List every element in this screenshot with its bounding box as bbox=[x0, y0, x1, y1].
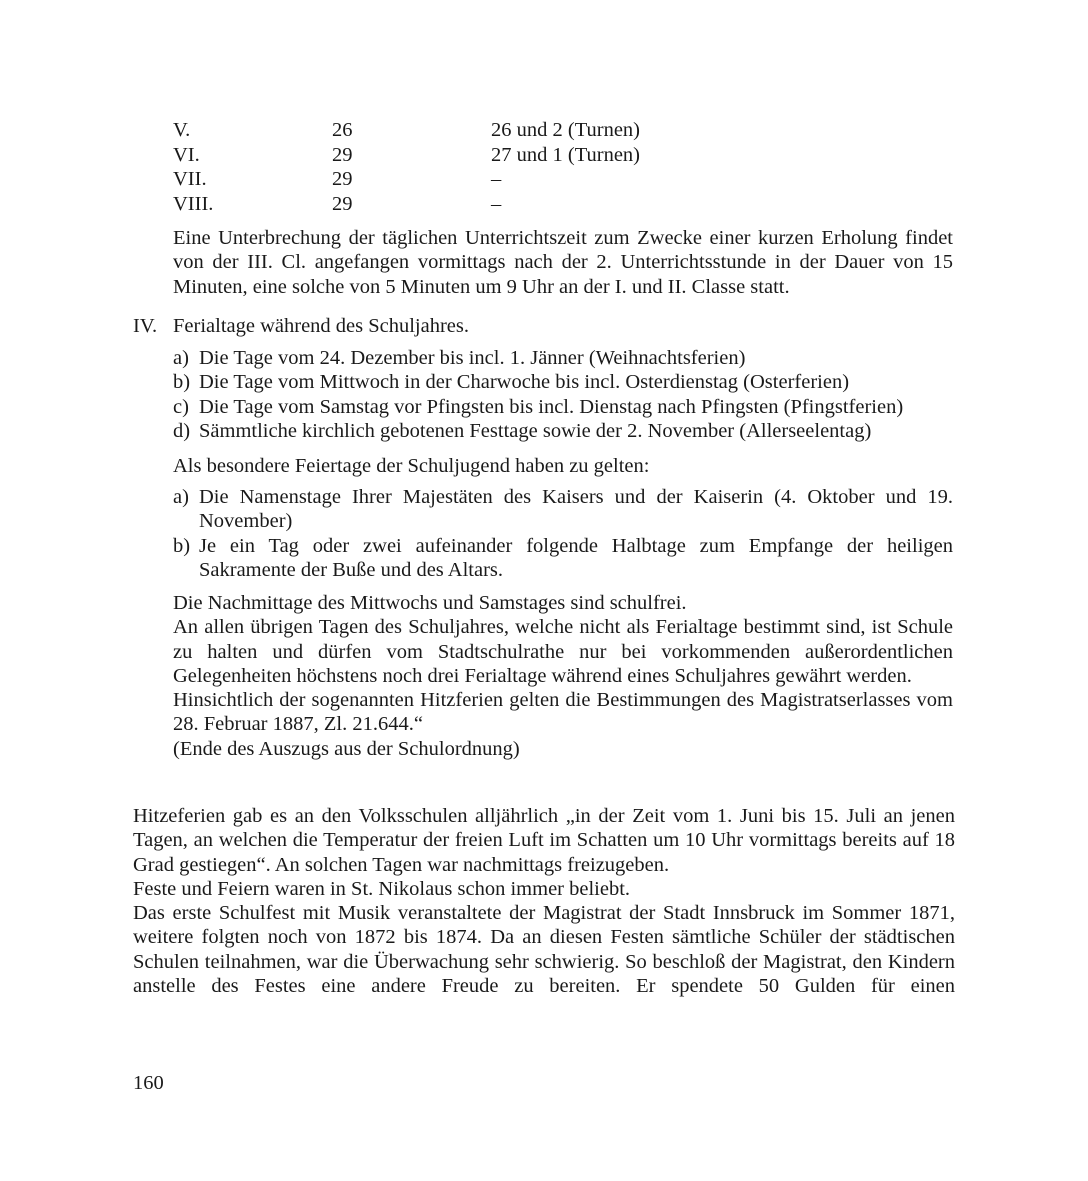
class-cell: VII. bbox=[173, 168, 207, 191]
paragraph-text: Das erste Schulfest mit Musik veranstaltete der Magistrat der Stadt Innsbruck im Sommer 1871, weitere folgten noch von 1872 bis 1874. Da an diesen Festen sämtliche Schüler der städtischen Schulen teilnahmen, war die Überwachung sehr schwierig. So beschloß der Magistrat, den Kindern anstelle des Festes eine andere Freude zu bereiten. Er spendete 50 Gulden für einen bbox=[133, 902, 955, 998]
list-item bbox=[173, 346, 953, 370]
list-marker: d) bbox=[173, 419, 191, 442]
hours-cell: 26 bbox=[332, 119, 353, 141]
feiertage-list bbox=[173, 485, 953, 582]
list-item-text: Die Namenstage Ihrer Majestäten des Kaisers und der Kaiserin (4. Oktober und 19. November) bbox=[199, 486, 953, 533]
page-number: 160 bbox=[133, 1072, 164, 1094]
table-row bbox=[173, 118, 693, 143]
list-marker: c) bbox=[173, 395, 189, 418]
pause-paragraph bbox=[173, 226, 953, 299]
paragraph-text: Die Nachmittage des Mittwochs und Samstages sind schulfrei. bbox=[173, 592, 687, 614]
list-item-text: Sämmtliche kirchlich gebotenen Festtage sowie der 2. November (Allerseelentag) bbox=[199, 419, 872, 442]
remark-cell: – bbox=[491, 168, 502, 191]
list-item bbox=[173, 419, 953, 443]
section-number: IV. bbox=[133, 315, 158, 337]
remark-cell: – bbox=[491, 192, 502, 215]
class-cell: V. bbox=[173, 119, 191, 141]
list-item bbox=[173, 485, 953, 534]
ferialtage-list bbox=[173, 346, 953, 443]
section-title: Ferialtage während des Schuljahres. bbox=[173, 315, 470, 337]
table-row bbox=[173, 192, 693, 217]
paragraph-text: Eine Unterbrechung der täglichen Unterrichtszeit zum Zwecke einer kurzen Erholung findet von der III. Cl. angefangen vormittags nach der 2. Unterrichtsstunde in der Dauer von 15 Minuten, eine solche von 5 Minuten um 9 Uhr an der I. und II. Classe statt. bbox=[173, 227, 953, 298]
list-marker: a) bbox=[173, 486, 189, 508]
list-item bbox=[173, 534, 953, 583]
list-item-text: Die Tage vom Samstag vor Pfingsten bis incl. Dienstag nach Pfingsten (Pfingstferien) bbox=[199, 395, 904, 418]
feiertage-intro bbox=[173, 454, 953, 478]
paragraph-text: An allen übrigen Tagen des Schuljahres, welche nicht als Ferialtage bestimmt sind, ist Schule zu halten und dürfen vom Stadtschulrathe nur bei vorkommenden außerordentlichen Gelegenheiten höchstens noch drei Ferialtage während eines Schuljahres gewährt werden. bbox=[173, 616, 953, 687]
paragraph-text: Hinsichtlich der sogenannten Hitzferien gelten die Bestimmungen des Magistratserlasses vom 28. Februar 1887, Zl. 21.644.“ bbox=[173, 689, 953, 736]
schulordnung-paragraphs bbox=[173, 591, 953, 761]
list-item bbox=[173, 395, 953, 419]
list-item-text: Die Tage vom Mittwoch in der Charwoche bis incl. Osterdienstag (Osterferien) bbox=[199, 371, 850, 394]
table-row bbox=[173, 143, 693, 168]
paragraph-text: (Ende des Auszugs aus der Schulordnung) bbox=[173, 737, 520, 760]
table-row bbox=[173, 167, 693, 192]
paragraph-text: Als besondere Feiertage der Schuljugend haben zu gelten: bbox=[173, 455, 650, 477]
list-item-text: Die Tage vom 24. Dezember bis incl. 1. Jänner (Weihnachtsferien) bbox=[199, 347, 746, 369]
list-marker: b) bbox=[173, 371, 191, 394]
hours-cell: 29 bbox=[332, 143, 353, 166]
class-cell: VI. bbox=[173, 143, 200, 166]
list-item-text: Je ein Tag oder zwei aufeinander folgende Halbtage zum Empfange der heiligen Sakramente der Buße und des Altars. bbox=[199, 534, 953, 581]
paragraph-text: Feste und Feiern waren in St. Nikolaus schon immer beliebt. bbox=[133, 877, 631, 900]
paragraph-text: Hitzeferien gab es an den Volksschulen alljährlich „in der Zeit vom 1. Juni bis 15. Juli an jenen Tagen, an welchen die Temperatur der freien Luft im Schatten um 10 Uhr vormittags bereits auf 18 Grad gestiegen“. An solchen Tagen war nachmittags freizugeben. bbox=[133, 805, 955, 876]
remark-cell: 26 und 2 (Turnen) bbox=[491, 119, 641, 141]
body-text bbox=[133, 804, 955, 998]
list-item bbox=[173, 370, 953, 394]
list-marker: a) bbox=[173, 347, 189, 369]
class-cell: VIII. bbox=[173, 192, 214, 215]
remark-cell: 27 und 1 (Turnen) bbox=[491, 143, 641, 166]
list-marker: b) bbox=[173, 534, 191, 557]
hours-cell: 29 bbox=[332, 168, 353, 191]
hours-table bbox=[173, 118, 693, 216]
hours-cell: 29 bbox=[332, 192, 353, 215]
